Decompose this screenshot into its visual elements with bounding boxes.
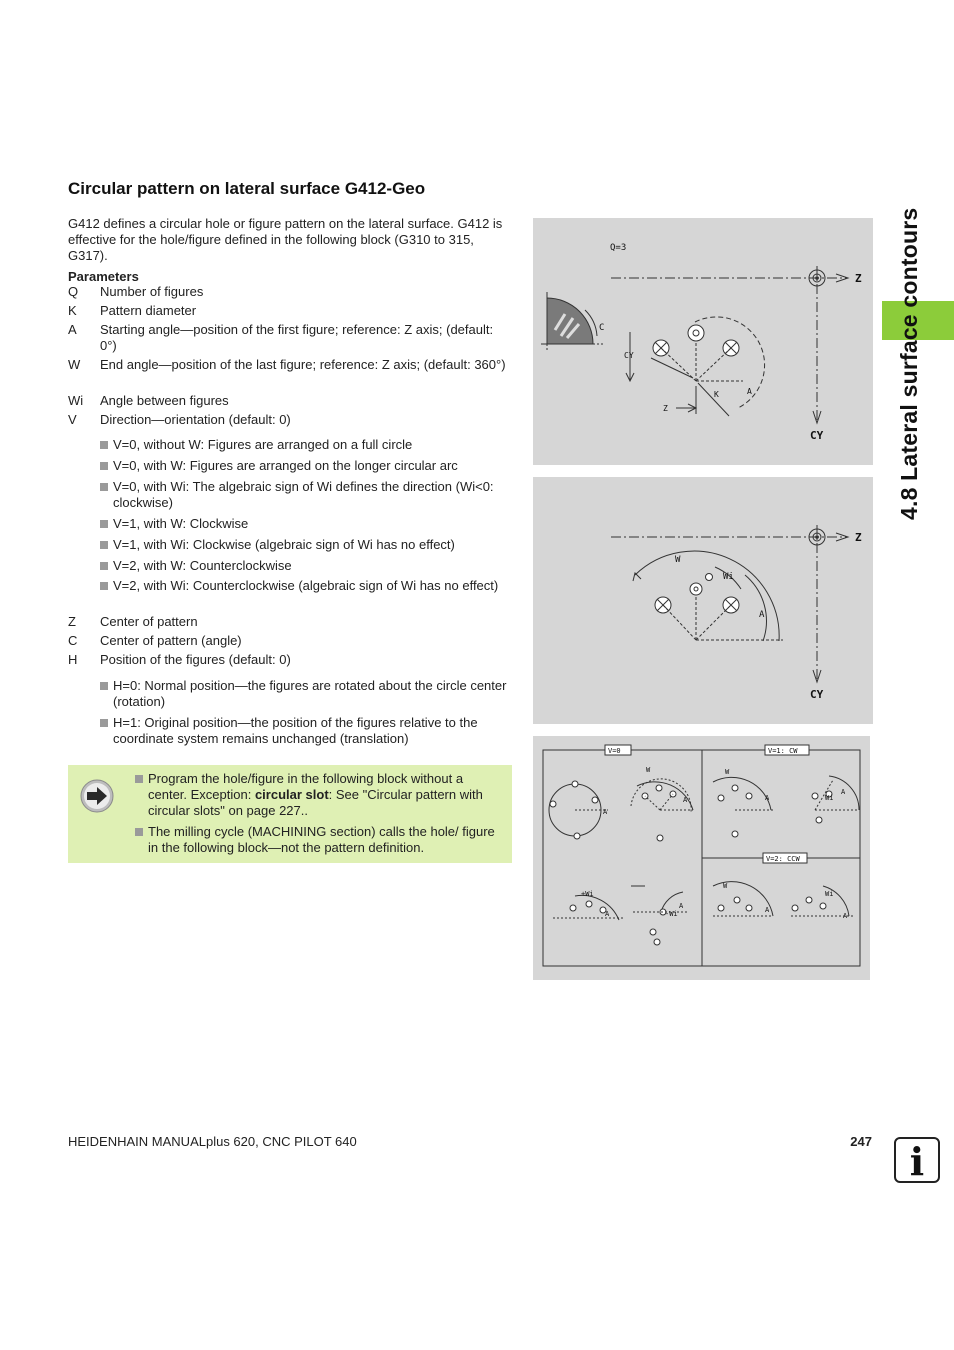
h-option: H=0: Normal position—the figures are rotated about the circle center (rotation) bbox=[100, 678, 510, 710]
param-text: Starting angle—position of the first figure; reference: Z axis; (default: 0°) bbox=[100, 322, 494, 353]
angle-label: A bbox=[683, 796, 688, 804]
bullet-square-icon bbox=[100, 719, 108, 727]
v-option: V=0, with Wi: The algebraic sign of Wi defines the direction (Wi<0: clockwise) bbox=[100, 479, 510, 511]
param-key: H bbox=[68, 652, 78, 667]
angle-label: A bbox=[843, 912, 848, 920]
bullet-square-icon bbox=[135, 828, 143, 836]
angle-label: A bbox=[679, 902, 684, 910]
angle-label: A bbox=[841, 788, 846, 796]
panel-label: V=0 bbox=[608, 747, 621, 755]
bullet-square-icon bbox=[100, 462, 108, 470]
param-key: C bbox=[68, 633, 78, 648]
param-text: Pattern diameter bbox=[100, 303, 197, 318]
v-option: V=1, with W: Clockwise bbox=[100, 516, 510, 532]
v-option: V=0, without W: Figures are arranged on a full circle bbox=[100, 437, 510, 453]
info-icon: i bbox=[894, 1137, 940, 1183]
note-box bbox=[68, 765, 512, 863]
v-option: V=2, with Wi: Counterclockwise (algebraic sign of Wi has no effect) bbox=[100, 578, 510, 594]
arrow-right-icon bbox=[80, 779, 114, 813]
param-key: Q bbox=[68, 284, 79, 299]
angle-label: A bbox=[605, 910, 610, 918]
angle-label: Wi bbox=[825, 794, 834, 802]
angle-label: C bbox=[599, 323, 605, 333]
figure-label: Q=3 bbox=[610, 243, 627, 253]
note-bold-term: circular slot bbox=[254, 787, 329, 802]
page-number: 247 bbox=[850, 1134, 872, 1149]
angle-label: +Wi bbox=[581, 890, 594, 898]
angle-label: W bbox=[725, 768, 730, 776]
bullet-square-icon bbox=[100, 483, 108, 491]
bullet-square-icon bbox=[100, 562, 108, 570]
h-option: H=1: Original position—the position of the figures relative to the coordinate system remains unchanged (translation) bbox=[100, 715, 510, 747]
section-title: Circular pattern on lateral surface G412-Geo bbox=[68, 179, 426, 198]
parameters-heading: Parameters bbox=[68, 269, 139, 284]
figure-direction-variants bbox=[533, 736, 870, 980]
angle-label: A bbox=[759, 610, 765, 620]
bullet-square-icon bbox=[100, 582, 108, 590]
bullet-square-icon bbox=[100, 682, 108, 690]
footer-manual-title: HEIDENHAIN MANUALplus 620, CNC PILOT 640 bbox=[68, 1134, 357, 1149]
bullet-square-icon bbox=[100, 541, 108, 549]
axis-label: CY bbox=[810, 688, 824, 701]
angle-label: A bbox=[765, 906, 770, 914]
figure-angle-drawing bbox=[533, 477, 873, 724]
bullet-square-icon bbox=[135, 775, 143, 783]
note-item: Program the hole/figure in the following block without a center. Exception: circular slot: See "Circular pattern with circular slots" on page 227.. bbox=[135, 771, 505, 819]
v-option: V=2, with W: Counterclockwise bbox=[100, 558, 510, 574]
angle-label: W bbox=[646, 766, 651, 774]
angle-label: -Wi bbox=[665, 910, 678, 918]
param-text: Number of figures bbox=[100, 284, 204, 299]
param-text: Center of pattern bbox=[100, 614, 198, 629]
dimension-label: K bbox=[714, 390, 719, 399]
param-key: W bbox=[68, 357, 81, 372]
note-item: The milling cycle (MACHINING section) calls the hole/ figure in the following block—not the pattern definition. bbox=[135, 824, 505, 856]
param-key: V bbox=[68, 412, 77, 427]
param-key: Z bbox=[68, 614, 76, 629]
param-key: K bbox=[68, 303, 77, 318]
bullet-square-icon bbox=[100, 520, 108, 528]
axis-label: Z bbox=[855, 531, 862, 544]
figure-direction-drawing bbox=[533, 736, 870, 980]
axis-label: Z bbox=[663, 404, 668, 413]
intro-paragraph: G412 defines a circular hole or figure pattern on the lateral surface. G412 is effective for the hole/figure defined in the following block (G310 to 315, G317). bbox=[68, 216, 503, 263]
angle-label: W bbox=[723, 882, 728, 890]
angle-label: Wi bbox=[723, 572, 734, 582]
param-text: Direction—orientation (default: 0) bbox=[100, 412, 291, 427]
param-key: Wi bbox=[68, 393, 84, 408]
param-text: Angle between figures bbox=[100, 393, 229, 408]
axis-label: Z bbox=[855, 272, 862, 285]
bullet-square-icon bbox=[100, 441, 108, 449]
axis-label: CY bbox=[810, 429, 824, 442]
v-option: V=0, with W: Figures are arranged on the longer circular arc bbox=[100, 458, 510, 474]
panel-label: V=2: CCW bbox=[766, 855, 800, 863]
axis-label: CY bbox=[624, 351, 634, 360]
figure-q3-pattern bbox=[533, 218, 873, 465]
figure-angle-pattern bbox=[533, 477, 873, 724]
param-text: End angle—position of the last figure; reference: Z axis; (default: 360°) bbox=[100, 357, 506, 372]
panel-label: V=1: CW bbox=[768, 747, 798, 755]
param-key: A bbox=[68, 322, 77, 337]
angle-label: A bbox=[765, 794, 770, 802]
chapter-title-vertical: 4.8 Lateral surface contours bbox=[896, 207, 922, 520]
v-option: V=1, with Wi: Clockwise (algebraic sign of Wi has no effect) bbox=[100, 537, 510, 553]
angle-label: A bbox=[603, 808, 608, 816]
param-text: Position of the figures (default: 0) bbox=[100, 652, 291, 667]
figure-q3-drawing bbox=[533, 218, 873, 465]
param-text: Center of pattern (angle) bbox=[100, 633, 242, 648]
angle-label: W bbox=[675, 555, 681, 565]
angle-label: Wi bbox=[825, 890, 834, 898]
angle-label: A bbox=[747, 387, 752, 396]
